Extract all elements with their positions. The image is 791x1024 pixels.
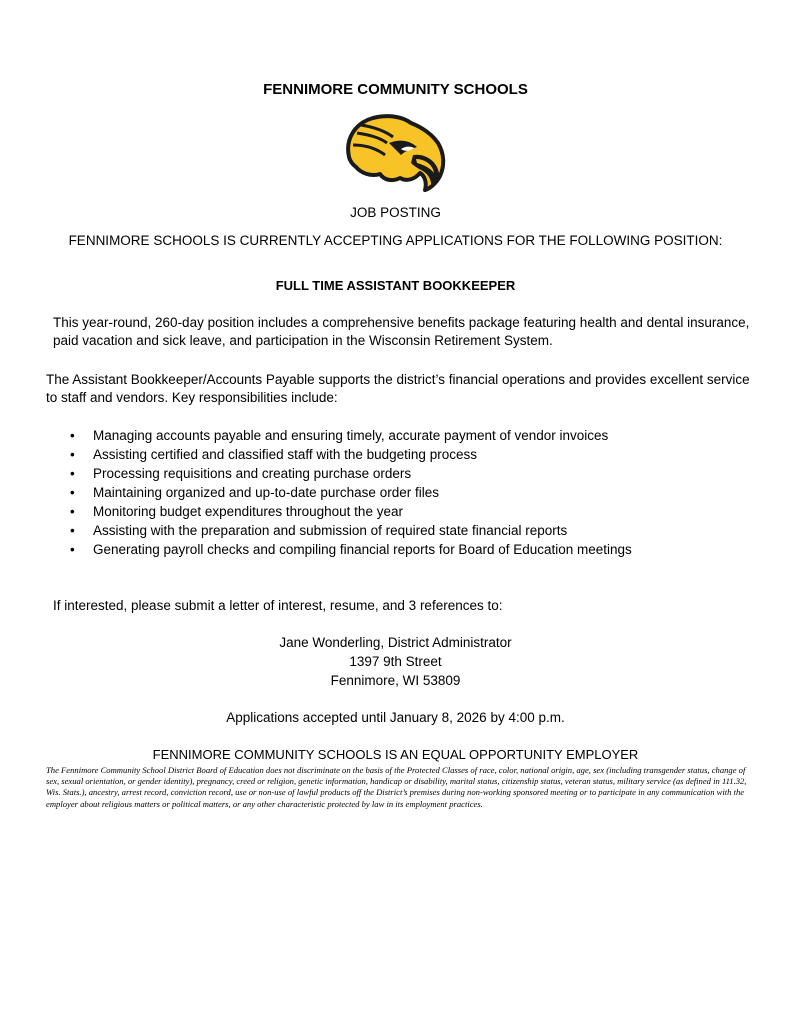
bullet-icon: • (70, 485, 75, 500)
list-item (46, 521, 746, 540)
responsibility-text: Assisting with the preparation and submission of required state financial reports (93, 523, 568, 538)
list-item (46, 540, 746, 559)
responsibility-text: Managing accounts payable and ensuring timely, accurate payment of vendor invoices (93, 428, 609, 443)
bullet-icon: • (70, 523, 75, 538)
responsibility-text: Monitoring budget expenditures throughout the year (93, 504, 403, 519)
list-item (46, 502, 746, 521)
bullet-icon: • (70, 504, 75, 519)
application-instructions: If interested, please submit a letter of interest, resume, and 3 references to: (53, 598, 503, 613)
bullet-icon: • (70, 447, 75, 462)
bullet-icon: • (70, 542, 75, 557)
list-item (46, 426, 746, 445)
responsibilities-list (46, 426, 746, 559)
golden-eagle-mascot-icon (343, 113, 447, 193)
equal-opportunity-statement: FENNIMORE COMMUNITY SCHOOLS IS AN EQUAL OPPORTUNITY EMPLOYER (152, 747, 639, 762)
non-discrimination-disclaimer: The Fennimore Community School District Board of Education does not discriminate on the basis of the Protected Classes of race, color, national origin, age, sex (including transgender status, change of sex, sexual orientation, or gender identity), pregnancy, creed or religion, genetic information, handicap or disability, marital status, citizenship status, veteran status, military service (as defined in 111.32, Wis. Stats.), ancestry, arrest record, conviction record, use or non-use of lawful products off the District’s premises during non-working sponsored meeting or to participate in any communication with the employer about religious matters or political matters, or any other characteristic protected by law in its employment practices. (46, 765, 747, 809)
city-state-zip: Fennimore, WI 53809 (330, 673, 461, 688)
intro-paragraph: This year-round, 260-day position includes a comprehensive benefits package featuring health and dental insurance, paid vacation and sick leave, and participation in the Wisconsin Retirement System. (53, 315, 750, 348)
bullet-icon: • (70, 428, 75, 443)
description-paragraph: The Assistant Bookkeeper/Accounts Payable supports the district’s financial operations and provides excellent service to staff and vendors. Key responsibilities include: (46, 372, 750, 405)
bullet-icon: • (70, 466, 75, 481)
application-deadline: Applications accepted until January 8, 2026 by 4:00 p.m. (226, 710, 565, 725)
page-title: FENNIMORE COMMUNITY SCHOOLS (263, 81, 528, 98)
job-posting-label: JOB POSTING (350, 205, 441, 220)
accepting-applications-text: FENNIMORE SCHOOLS IS CURRENTLY ACCEPTING APPLICATIONS FOR THE FOLLOWING POSITION: (68, 233, 723, 248)
street-address: 1397 9th Street (349, 654, 442, 669)
position-title: FULL TIME ASSISTANT BOOKKEEPER (275, 278, 516, 293)
list-item (46, 464, 746, 483)
contact-name: Jane Wonderling, District Administrator (279, 635, 512, 650)
responsibility-text: Generating payroll checks and compiling financial reports for Board of Education meetings (93, 542, 632, 557)
eagle-logo (343, 113, 447, 193)
list-item (46, 483, 746, 502)
responsibility-text: Processing requisitions and creating purchase orders (93, 466, 412, 481)
responsibility-text: Assisting certified and classified staff with the budgeting process (93, 447, 477, 462)
list-item (46, 445, 746, 464)
responsibility-text: Maintaining organized and up-to-date purchase order files (93, 485, 439, 500)
